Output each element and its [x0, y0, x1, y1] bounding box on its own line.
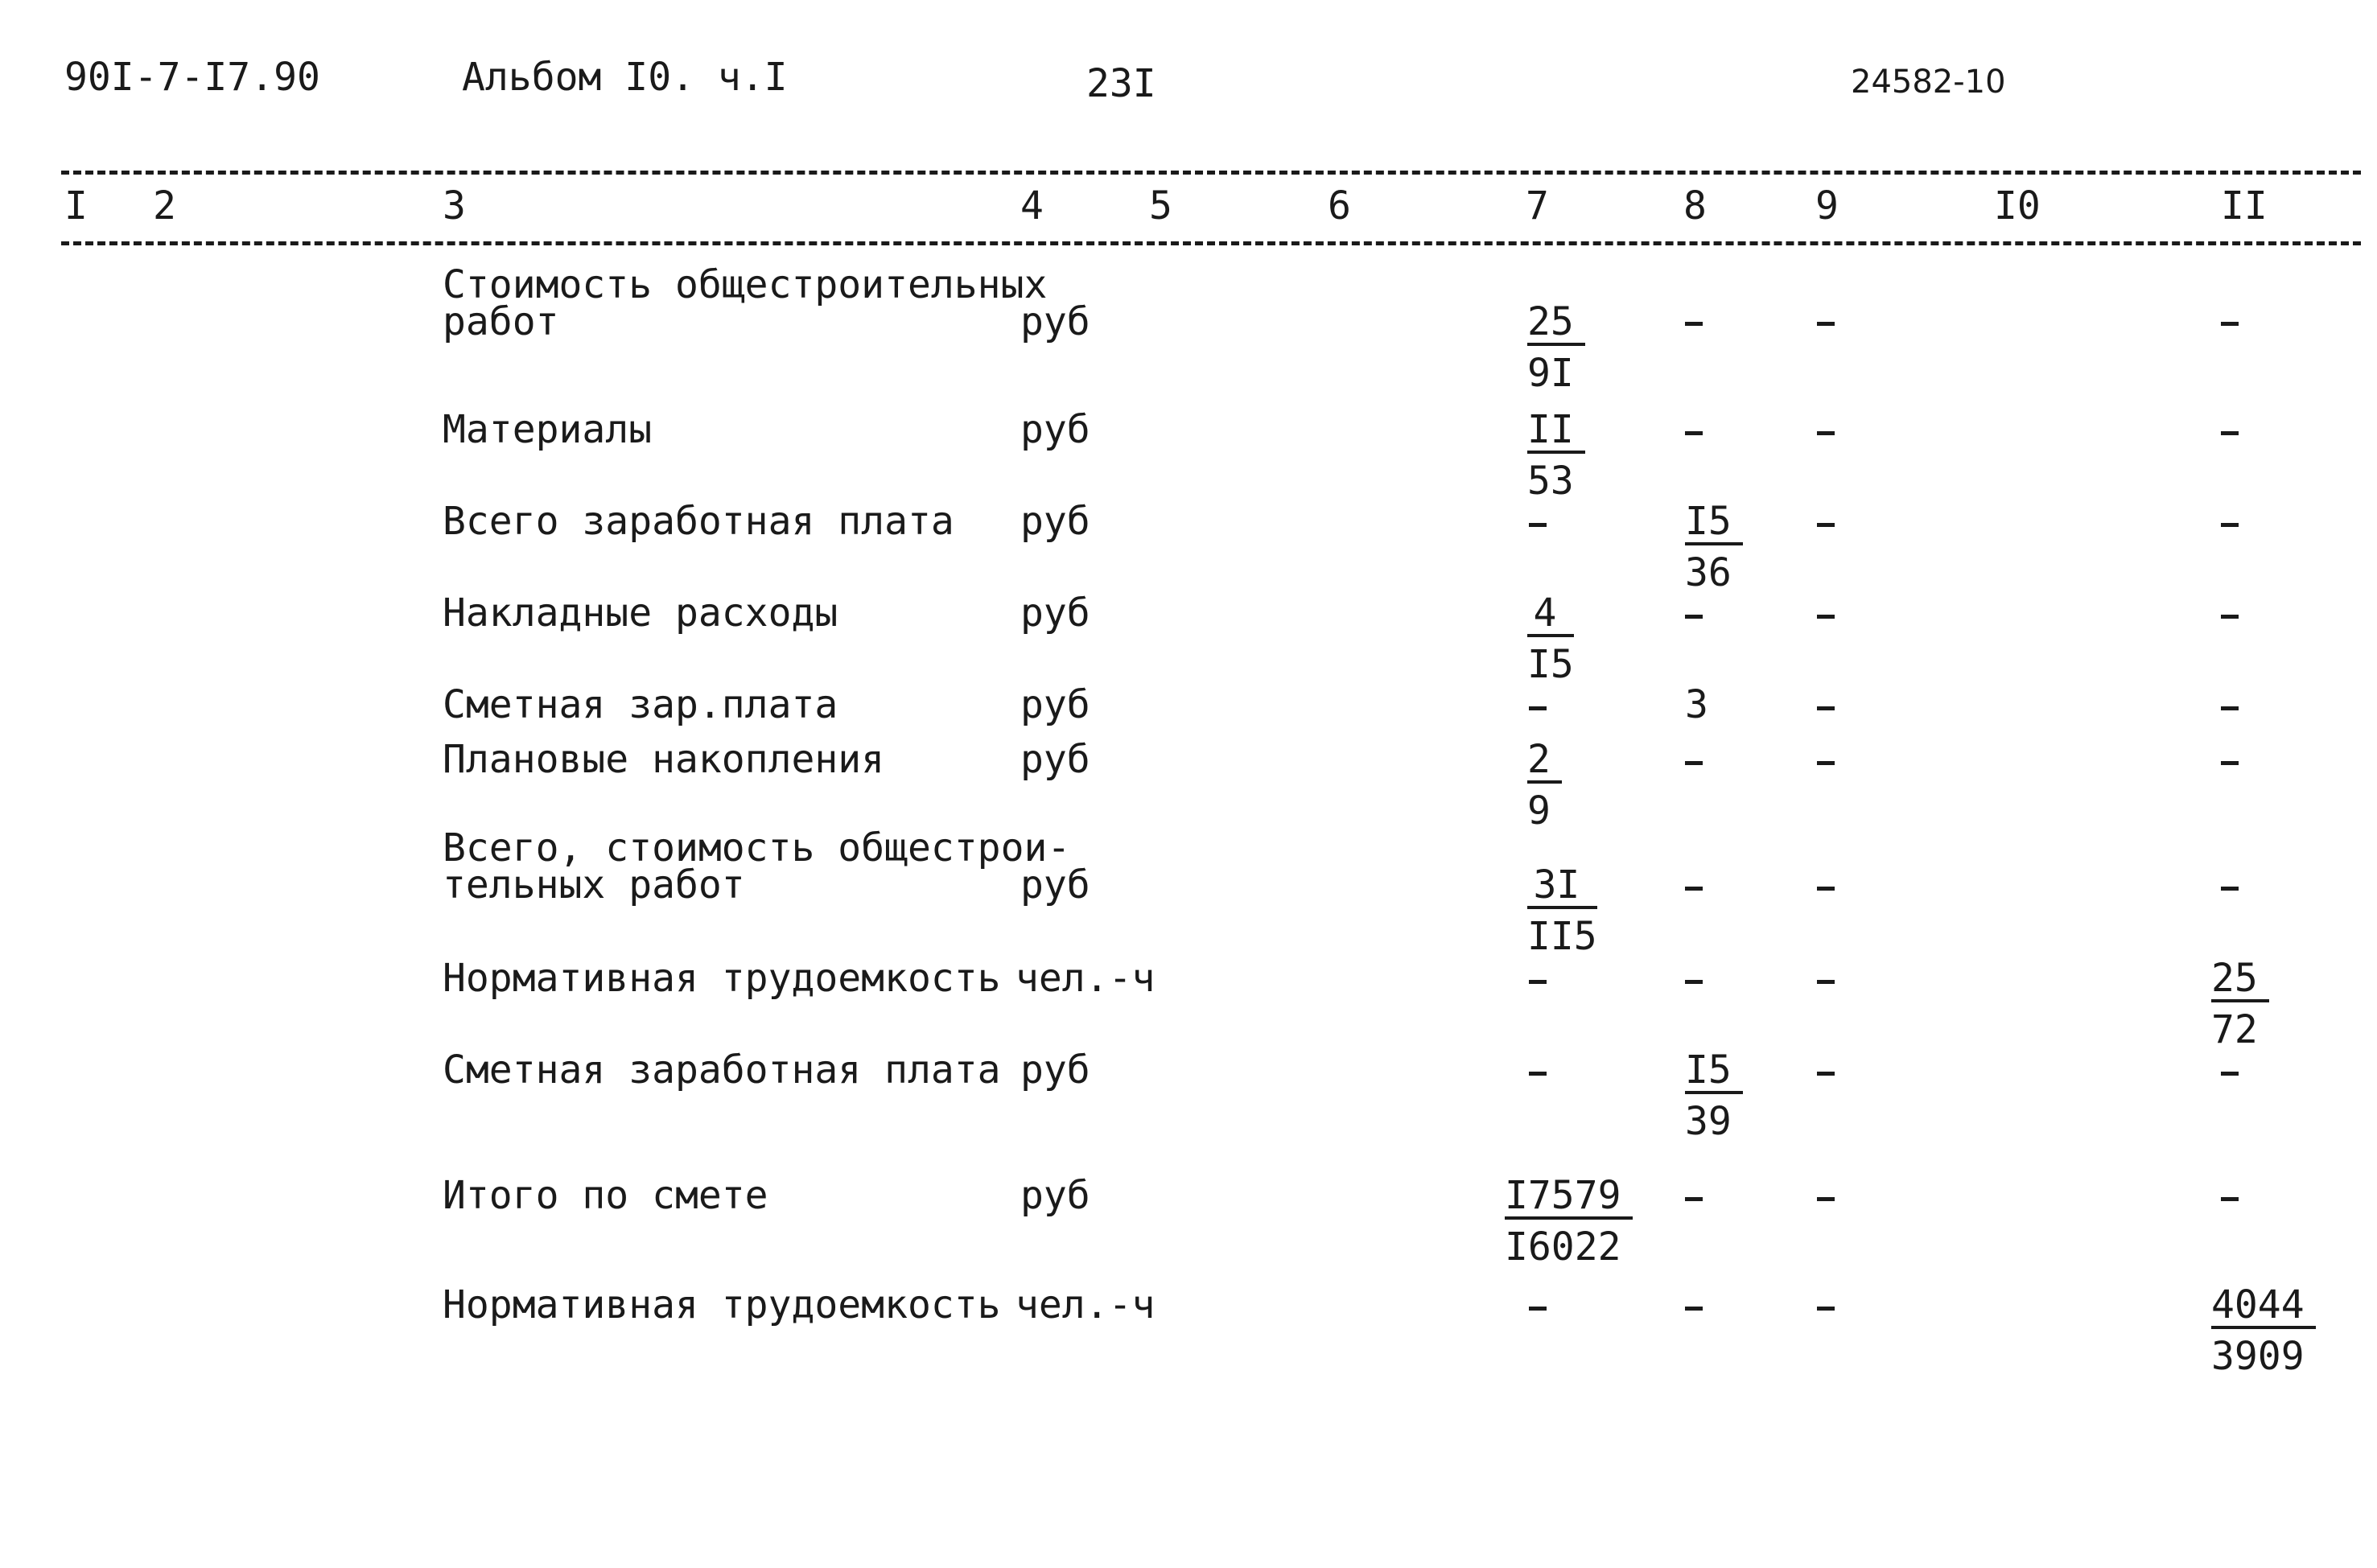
fraction-numerator: 4 [1527, 594, 1574, 637]
album-label: Альбом I0. ч.I [462, 55, 788, 100]
row-name-normative-labor-total: Нормативная трудоемкость [443, 1282, 1001, 1327]
total-wages-fraction [1685, 499, 1743, 595]
fraction-numerator: 3I [1527, 866, 1597, 909]
fraction-denominator: 39 [1685, 1099, 1732, 1144]
no-data-dash [1685, 1307, 1703, 1311]
row-name-cost-general-construction-cont: работ [443, 299, 559, 344]
cost-fraction [1527, 299, 1585, 396]
no-data-dash [1529, 1072, 1547, 1076]
no-data-dash [1685, 615, 1703, 619]
no-data-dash [1685, 431, 1703, 435]
overheads-fraction [1527, 591, 1574, 687]
row-name-materials: Материалы [443, 407, 653, 452]
no-data-dash [1817, 980, 1835, 984]
fraction-numerator: I5 [1685, 1051, 1743, 1094]
row-name-total-construction-cost: Всего, стоимость общестрои- [443, 825, 1071, 870]
column-header-10: I0 [1994, 183, 2041, 228]
fraction-denominator: 3909 [2211, 1334, 2305, 1379]
column-header-6: 6 [1328, 183, 1351, 228]
fraction-denominator: 53 [1527, 459, 1574, 504]
row-name-normative-labor: Нормативная трудоемкость [443, 956, 1001, 1001]
no-data-dash [1817, 615, 1835, 619]
row-unit: руб [1020, 862, 1090, 907]
no-data-dash [2221, 322, 2239, 326]
no-data-dash [1817, 1307, 1835, 1311]
fraction-denominator: 9 [1527, 788, 1551, 833]
row-name-estimated-wages-short: Сметная зар.плата [443, 682, 838, 727]
estimated-wages-fraction [1685, 1047, 1743, 1144]
fraction-numerator: II [1527, 410, 1585, 454]
row-unit: руб [1020, 1173, 1090, 1218]
row-name-estimated-wages: Сметная заработная плата [443, 1047, 1001, 1093]
fraction-numerator: I5 [1685, 502, 1743, 545]
estimate-total-fraction [1505, 1173, 1633, 1270]
fraction-numerator: 4044 [2211, 1286, 2316, 1329]
no-data-dash [2221, 761, 2239, 765]
no-data-dash [1529, 706, 1547, 710]
no-data-dash [1685, 980, 1703, 984]
row-unit: руб [1020, 299, 1090, 344]
no-data-dash [1817, 322, 1835, 326]
column-header-7: 7 [1526, 183, 1549, 228]
page-number: 23I [1086, 61, 1156, 106]
row-name-total-construction-cost-cont: тельных работ [443, 862, 745, 907]
column-header-4: 4 [1020, 183, 1044, 228]
fraction-denominator: 9I [1527, 351, 1574, 396]
column-header-2: 2 [153, 183, 176, 228]
no-data-dash [1817, 1197, 1835, 1201]
header-bottom-rule [61, 241, 2361, 245]
row-unit: чел.-ч [1015, 956, 1156, 1001]
fraction-denominator: I6022 [1505, 1224, 1621, 1270]
no-data-dash [2221, 887, 2239, 891]
no-data-dash [2221, 431, 2239, 435]
no-data-dash [1685, 1197, 1703, 1201]
estimated-wages-value: 3 [1685, 682, 1708, 727]
inventory-stamp: 24582-10 [1851, 64, 2006, 101]
materials-fraction [1527, 407, 1585, 504]
column-header-5: 5 [1149, 183, 1172, 228]
no-data-dash [1685, 761, 1703, 765]
no-data-dash [1817, 761, 1835, 765]
no-data-dash [1817, 431, 1835, 435]
row-unit: руб [1020, 591, 1090, 636]
row-unit: руб [1020, 682, 1090, 727]
row-unit: руб [1020, 407, 1090, 452]
normative-labor-fraction [2211, 956, 2269, 1052]
no-data-dash [1817, 706, 1835, 710]
fraction-numerator: 2 [1527, 740, 1562, 784]
column-header-9: 9 [1815, 183, 1839, 228]
column-header-3: 3 [443, 183, 466, 228]
no-data-dash [2221, 615, 2239, 619]
row-name-overheads: Накладные расходы [443, 591, 838, 636]
row-name-cost-general-construction: Стоимость общестроительных [443, 262, 1048, 307]
document-code: 90I-7-I7.90 [64, 55, 320, 100]
no-data-dash [1685, 322, 1703, 326]
no-data-dash [2221, 1072, 2239, 1076]
no-data-dash [1817, 1072, 1835, 1076]
fraction-denominator: 72 [2211, 1007, 2258, 1052]
fraction-denominator: II5 [1527, 914, 1597, 959]
no-data-dash [1817, 887, 1835, 891]
no-data-dash [1529, 523, 1547, 527]
no-data-dash [1529, 1307, 1547, 1311]
column-header-1: I [64, 183, 88, 228]
fraction-numerator: 25 [2211, 959, 2269, 1002]
no-data-dash [1685, 887, 1703, 891]
fraction-numerator: I7579 [1505, 1176, 1633, 1220]
row-name-total-wages: Всего заработная плата [443, 499, 954, 544]
no-data-dash [2221, 523, 2239, 527]
column-header-11: II [2221, 183, 2268, 228]
no-data-dash [1529, 980, 1547, 984]
planned-savings-fraction [1527, 737, 1562, 833]
no-data-dash [1817, 523, 1835, 527]
row-unit: руб [1020, 737, 1090, 782]
row-unit: руб [1020, 1047, 1090, 1093]
no-data-dash [2221, 706, 2239, 710]
normative-labor-total-fraction [2211, 1282, 2316, 1379]
fraction-numerator: 25 [1527, 302, 1585, 346]
row-unit: руб [1020, 499, 1090, 544]
no-data-dash [2221, 1197, 2239, 1201]
row-name-planned-savings: Плановые накопления [443, 737, 885, 782]
column-header-8: 8 [1683, 183, 1707, 228]
header-top-rule [61, 171, 2361, 175]
total-cost-fraction [1527, 862, 1597, 959]
row-unit: чел.-ч [1015, 1282, 1156, 1327]
fraction-denominator: I5 [1527, 642, 1574, 687]
fraction-denominator: 36 [1685, 550, 1732, 595]
row-name-estimate-total: Итого по смете [443, 1173, 768, 1218]
